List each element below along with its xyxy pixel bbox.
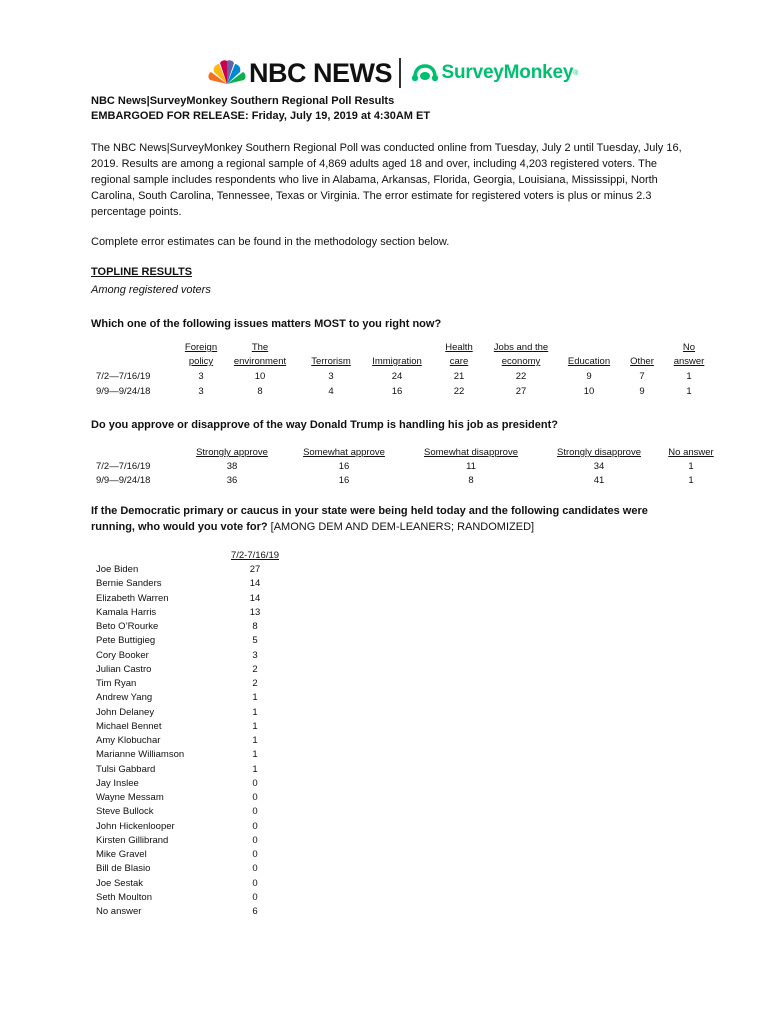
q1-cell: 10 <box>254 371 266 382</box>
candidate-value: 0 <box>252 891 258 903</box>
q1-cell: 7 <box>639 371 645 382</box>
q1-header-line2: policy <box>188 356 214 367</box>
q1-row-label: 9/9—9/24/18 <box>96 386 151 397</box>
q3-question-text: If the Democratic primary or caucus in your state were being held today and the following candidates were running, who would you vote for? <box>91 505 648 533</box>
q1-cell: 10 <box>583 386 595 397</box>
surveymonkey-logo-text: SurveyMonkey <box>441 62 574 83</box>
candidate-name: Julian Castro <box>96 663 152 675</box>
q2-row-label: 9/9—9/24/18 <box>96 475 151 486</box>
q2-cell: 1 <box>688 461 694 472</box>
topline-subtitle: Among registered voters <box>91 284 211 296</box>
candidate-name: Tim Ryan <box>96 678 137 689</box>
q2-cell: 34 <box>593 461 605 472</box>
q3-column-header: 7/2-7/16/19 <box>230 550 280 561</box>
candidate-name: Beto O’Rourke <box>96 621 159 632</box>
q1-cell: 4 <box>328 386 334 397</box>
q3-question <box>91 503 691 535</box>
candidate-value: 5 <box>252 635 258 647</box>
candidate-value: 14 <box>249 592 261 604</box>
q1-header-line2: Terrorism <box>311 356 351 367</box>
intro-paragraph: The NBC News|SurveyMonkey Southern Regional Poll was conducted online from Tuesday, July 2 until Tuesday, July 16, 2019. Results are among a regional sample of 4,869 adults aged 18 and over, including 4,203 registered voters. The regional sample includes respondents who live in Alabama, Arkansas, Florida, Georgia, Louisiana, Mississippi, North Carolina, South Carolina, Tennessee, Texas or Virginia. The error estimate for registered voters is plus or minus 2.3 percentage points. <box>91 142 682 218</box>
candidate-value: 1 <box>252 749 258 761</box>
candidate-name: Cory Booker <box>96 649 149 661</box>
logo-bar <box>208 56 578 90</box>
candidate-name: Joe Biden <box>96 564 139 575</box>
q1-question: Which one of the following issues matters MOST to you right now? <box>91 318 442 330</box>
candidate-name: Elizabeth Warren <box>96 592 169 604</box>
q1-cell: 22 <box>515 371 527 382</box>
candidate-value: 1 <box>252 692 258 704</box>
q1-cell: 3 <box>198 386 204 397</box>
candidate-name: Joe Sestak <box>96 877 143 889</box>
q2-question: Do you approve or disapprove of the way Donald Trump is handling his job as president? <box>91 419 558 431</box>
q1-cell: 9 <box>586 371 592 382</box>
candidate-value: 1 <box>252 735 258 746</box>
candidate-name: Mike Gravel <box>96 849 147 860</box>
q1-cell: 1 <box>686 386 692 397</box>
candidate-name: Bernie Sanders <box>96 578 162 590</box>
candidate-name: Kirsten Gillibrand <box>96 834 169 846</box>
methodology-note: Complete error estimates can be found in the methodology section below. <box>91 236 450 248</box>
q1-header-line2: economy <box>501 356 541 367</box>
q1-header-line2: environment <box>233 356 287 367</box>
candidate-name: Steve Bullock <box>96 806 154 818</box>
candidate-name: John Delaney <box>96 706 155 718</box>
q1-cell: 27 <box>515 386 527 397</box>
q2-cell: 41 <box>593 475 605 486</box>
q2-cell: 36 <box>226 475 238 486</box>
q1-header-line2: Education <box>567 356 611 367</box>
q2-cell: 16 <box>338 461 350 472</box>
candidate-name: John Hickenlooper <box>96 820 175 832</box>
q1-header-line1: The <box>251 342 269 353</box>
candidate-name: Bill de Blasio <box>96 863 151 875</box>
candidate-name: No answer <box>96 906 142 917</box>
candidate-value: 1 <box>252 720 258 732</box>
candidate-value: 0 <box>252 863 258 875</box>
nbc-peacock-icon <box>208 60 246 86</box>
q2-header: Strongly approve <box>196 447 268 458</box>
q2-row-label: 7/2—7/16/19 <box>96 461 151 472</box>
q2-header: Somewhat approve <box>303 447 385 458</box>
trademark-mark: ® <box>573 69 579 77</box>
q1-cell: 3 <box>198 371 204 382</box>
q1-cell: 1 <box>686 371 692 382</box>
q1-header-line2: answer <box>673 356 705 367</box>
nbc-news-logo-text: NBC NEWS <box>249 57 392 88</box>
q1-header-line1: No <box>682 342 696 353</box>
q2-header: No answer <box>668 447 714 458</box>
candidate-value: 2 <box>252 663 258 675</box>
candidate-value: 0 <box>252 777 258 789</box>
poll-title: NBC News|SurveyMonkey Southern Regional Poll Results <box>91 95 395 107</box>
q2-cell: 11 <box>466 461 476 472</box>
candidate-value: 13 <box>249 606 261 618</box>
candidate-value: 0 <box>252 834 258 846</box>
topline-heading: TOPLINE RESULTS <box>91 266 193 278</box>
candidate-value: 14 <box>249 578 261 590</box>
q1-cell: 21 <box>453 371 465 382</box>
candidate-value: 0 <box>252 877 258 889</box>
candidate-value: 3 <box>252 649 258 661</box>
candidate-name: Jay Inslee <box>96 777 139 789</box>
candidate-value: 8 <box>252 621 258 632</box>
candidate-name: Wayne Messam <box>96 792 164 803</box>
embargo-notice: EMBARGOED FOR RELEASE: Friday, July 19, 2019 at 4:30AM ET <box>91 110 431 122</box>
q1-cell: 22 <box>453 386 465 397</box>
q3-question-note: [AMONG DEM AND DEM-LEANERS; RANDOMIZED] <box>270 521 535 533</box>
q1-cell: 3 <box>328 371 334 382</box>
candidate-name: Marianne Williamson <box>96 749 185 761</box>
q2-header: Strongly disapprove <box>557 447 641 458</box>
candidate-value: 0 <box>252 806 258 818</box>
q1-row-label: 7/2—7/16/19 <box>96 371 151 382</box>
q1-header-line1: Health <box>445 342 473 353</box>
candidate-name: Tulsi Gabbard <box>96 763 156 775</box>
q2-cell: 8 <box>468 475 474 486</box>
q2-cell: 16 <box>338 475 350 486</box>
surveymonkey-icon <box>411 63 439 83</box>
candidate-value: 1 <box>252 763 258 775</box>
q1-header-line2: care <box>449 356 469 367</box>
q1-cell: 24 <box>391 371 403 382</box>
candidate-name: Amy Klobuchar <box>96 735 161 746</box>
q1-header-line2: Other <box>630 356 654 367</box>
q1-header-line2: Immigration <box>372 356 422 367</box>
q2-cell: 38 <box>226 461 238 472</box>
q2-header: Somewhat disapprove <box>424 447 518 458</box>
q2-cell: 1 <box>688 475 694 486</box>
candidate-name: Pete Buttigieg <box>96 635 156 647</box>
q1-cell: 16 <box>391 386 403 397</box>
q1-header-line1: Jobs and the <box>493 342 549 353</box>
candidate-value: 0 <box>252 820 258 832</box>
q1-cell: 9 <box>639 386 645 397</box>
candidate-name: Michael Bennet <box>96 720 162 732</box>
candidate-value: 6 <box>252 906 258 917</box>
candidate-value: 0 <box>252 849 258 860</box>
candidate-name: Seth Moulton <box>96 891 152 903</box>
q1-cell: 8 <box>257 386 263 397</box>
candidate-value: 2 <box>252 678 258 689</box>
q1-header-line1: Foreign <box>184 342 218 353</box>
candidate-name: Kamala Harris <box>96 606 157 618</box>
candidate-value: 1 <box>252 706 258 718</box>
candidate-value: 0 <box>252 792 258 803</box>
candidate-name: Andrew Yang <box>96 692 153 704</box>
candidate-value: 27 <box>249 564 261 575</box>
logo-divider <box>399 58 401 88</box>
